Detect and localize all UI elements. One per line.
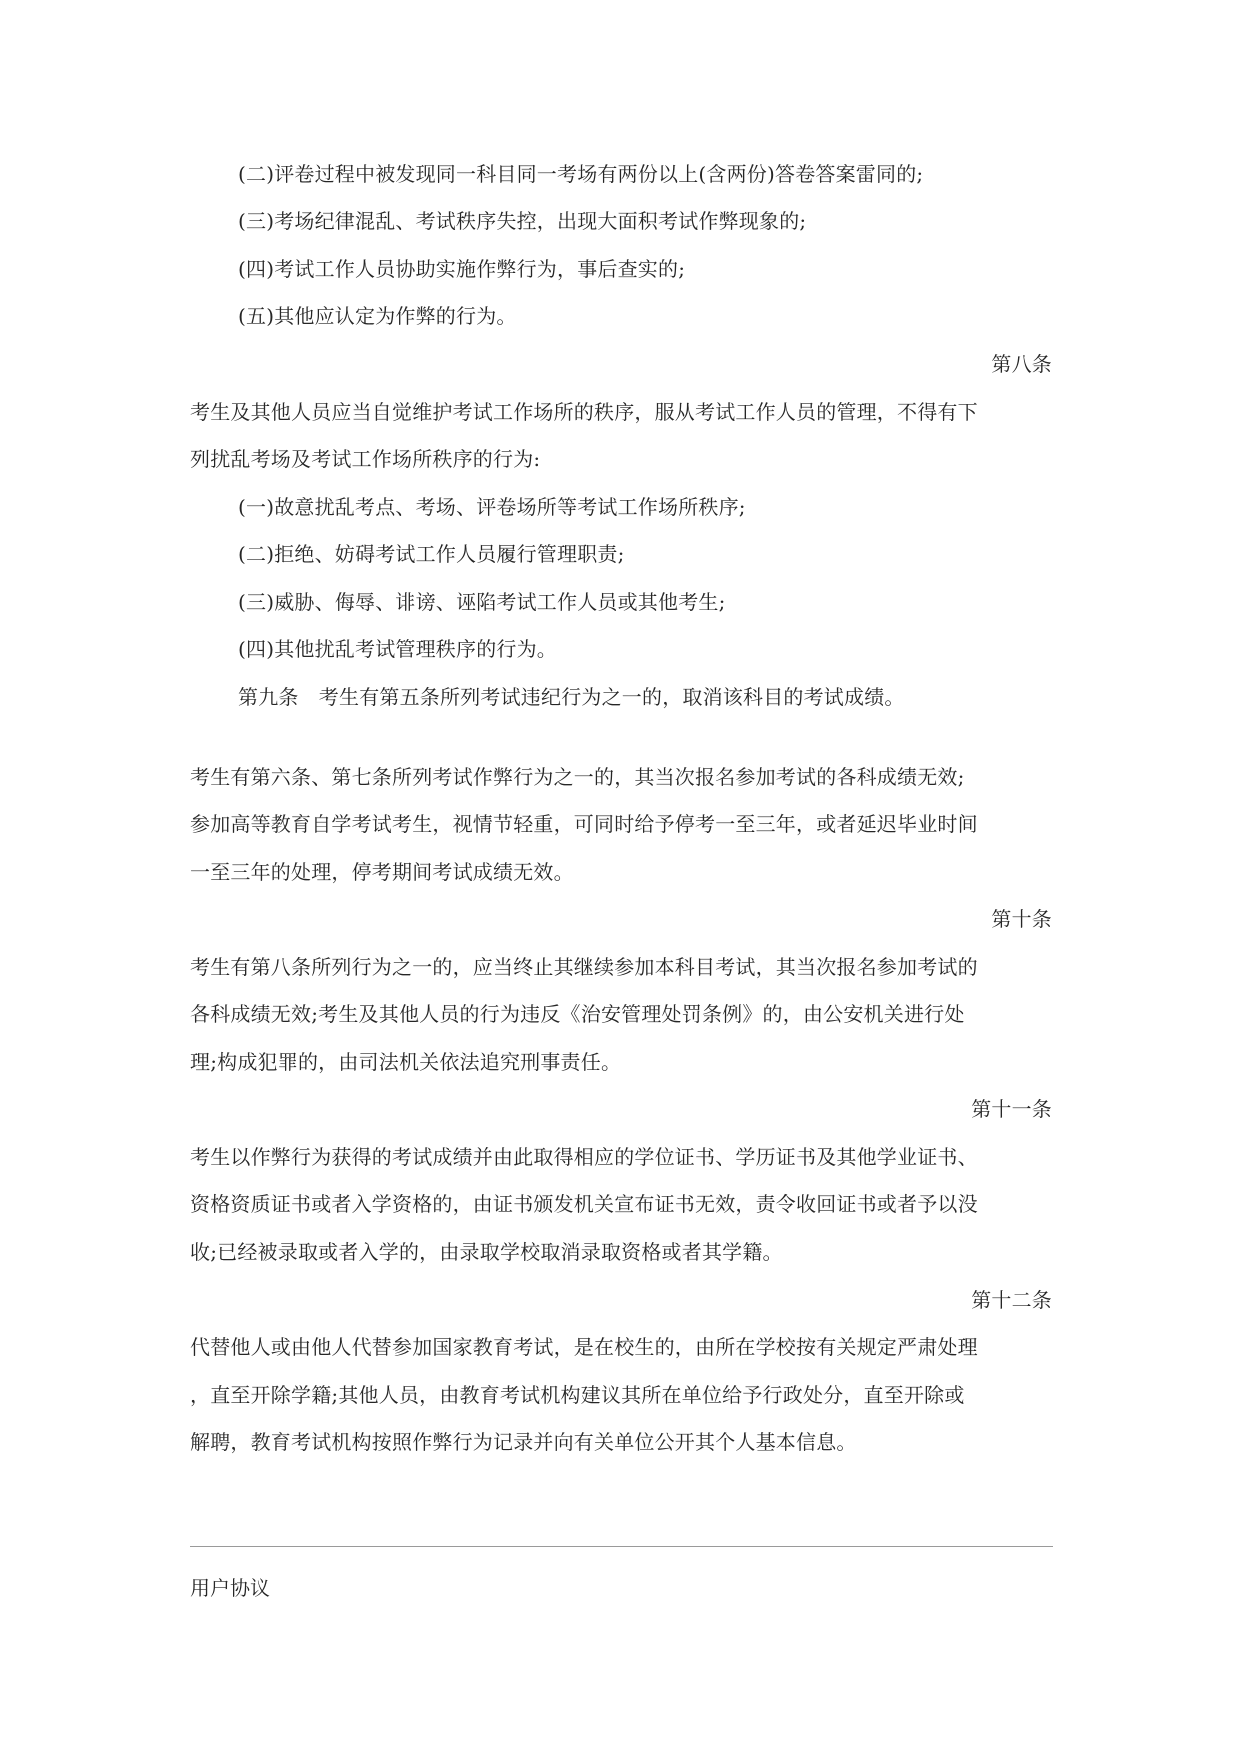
article-heading-12: 第十二条 <box>971 1288 1052 1312</box>
footer-label: 用户协议 <box>190 1576 270 1600</box>
clause-item-1: (一)故意扰乱考点、考场、评卷场所等考试工作场所秩序; <box>238 495 746 519</box>
article-12-text-line: 代替他人或由他人代替参加国家教育考试，是在校生的，由所在学校按有关规定严肃处理 <box>190 1335 978 1359</box>
clause-item-3: (三)威胁、侮辱、诽谤、诬陷考试工作人员或其他考生; <box>238 590 726 614</box>
article-9-text-line: 一至三年的处理，停考期间考试成绩无效。 <box>190 860 574 884</box>
article-8-text-line: 列扰乱考场及考试工作场所秩序的行为: <box>190 447 541 471</box>
article-8-text-line: 考生及其他人员应当自觉维护考试工作场所的秩序，服从考试工作人员的管理，不得有下 <box>190 400 978 424</box>
article-10-text-line: 理;构成犯罪的，由司法机关依法追究刑事责任。 <box>190 1050 622 1074</box>
article-11-text-line: 资格资质证书或者入学资格的，由证书颁发机关宣布证书无效，责令收回证书或者予以没 <box>190 1192 978 1216</box>
clause-item-5: (五)其他应认定为作弊的行为。 <box>238 304 517 328</box>
article-11-text-line: 收;已经被录取或者入学的，由录取学校取消录取资格或者其学籍。 <box>190 1240 783 1264</box>
article-heading-11: 第十一条 <box>971 1097 1052 1121</box>
article-10-text-line: 考生有第八条所列行为之一的，应当终止其继续参加本科目考试，其当次报名参加考试的 <box>190 955 978 979</box>
article-9-text-line: 考生有第六条、第七条所列考试作弊行为之一的，其当次报名参加考试的各科成绩无效; <box>190 765 965 789</box>
article-10-text-line: 各科成绩无效;考生及其他人员的行为违反《治安管理处罚条例》的，由公安机关进行处 <box>190 1002 965 1026</box>
clause-item-2: (二)拒绝、妨碍考试工作人员履行管理职责; <box>238 542 625 566</box>
article-heading-8: 第八条 <box>991 352 1052 376</box>
article-12-text-line: ，直至开除学籍;其他人员，由教育考试机构建议其所在单位给予行政处分，直至开除或 <box>190 1383 965 1407</box>
article-9-text-line: 第九条 考生有第五条所列考试违纪行为之一的，取消该科目的考试成绩。 <box>238 685 905 709</box>
clause-item-4: (四)考试工作人员协助实施作弊行为，事后查实的; <box>238 257 686 281</box>
footer-divider <box>190 1546 1053 1547</box>
clause-item-3: (三)考场纪律混乱、考试秩序失控，出现大面积考试作弊现象的; <box>238 209 807 233</box>
article-9-text-line: 参加高等教育自学考试考生，视情节轻重，可同时给予停考一至三年，或者延迟毕业时间 <box>190 812 978 836</box>
clause-item-2: (二)评卷过程中被发现同一科目同一考场有两份以上(含两份)答卷答案雷同的; <box>238 162 924 186</box>
article-heading-10: 第十条 <box>991 907 1052 931</box>
article-11-text-line: 考生以作弊行为获得的考试成绩并由此取得相应的学位证书、学历证书及其他学业证书、 <box>190 1145 978 1169</box>
article-12-text-line: 解聘，教育考试机构按照作弊行为记录并向有关单位公开其个人基本信息。 <box>190 1430 857 1454</box>
clause-item-4: (四)其他扰乱考试管理秩序的行为。 <box>238 637 558 661</box>
